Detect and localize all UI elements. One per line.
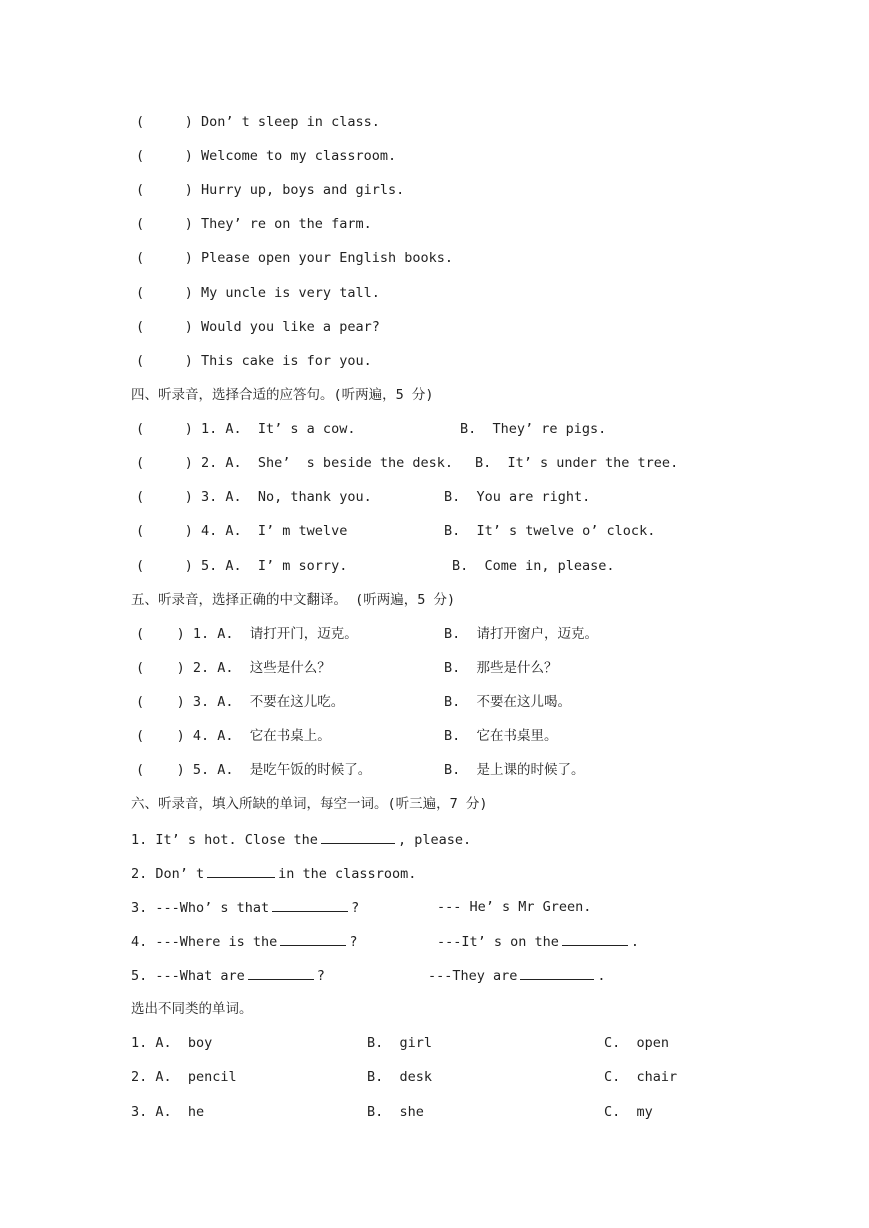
s4-q5-b: B. Come in, please. xyxy=(452,558,615,574)
s7-r3-b: B. she xyxy=(367,1104,424,1120)
s4-q5-a: ( ) 5. A. I’ m sorry. xyxy=(136,558,348,574)
s6-l5-text-b: ? xyxy=(316,968,325,984)
s6-l4-text-c: ---It’ s on the xyxy=(437,934,559,950)
s6-line-3 xyxy=(131,897,359,918)
s7-r2-c: C. chair xyxy=(604,1069,678,1085)
s6-l4-text-b: ? xyxy=(349,934,358,950)
blank-6 xyxy=(248,965,314,980)
s6-l2-text-a: 2. Don’ t xyxy=(131,866,205,882)
s6-line-1 xyxy=(131,829,471,850)
s6-l1-text-b: , please. xyxy=(397,832,472,848)
blank-5 xyxy=(562,931,628,946)
s4-q4-a: ( ) 4. A. I’ m twelve xyxy=(136,523,348,539)
s7-r3-c: C. my xyxy=(604,1104,653,1120)
s6-line-2 xyxy=(131,863,416,884)
s7-r3-a: 3. A. he xyxy=(131,1104,205,1120)
s5-q3-b: B. 不要在这儿喝。 xyxy=(444,694,572,710)
s3-item-7: ( ) Would you like a pear? xyxy=(136,319,380,335)
blank-7 xyxy=(520,965,594,980)
s3-item-3: ( ) Hurry up, boys and girls. xyxy=(136,182,405,198)
section4-heading: 四、听录音，选择合适的应答句。(听两遍，5 分) xyxy=(131,387,434,403)
s3-item-4: ( ) They’ re on the farm. xyxy=(136,216,372,232)
s5-q2-b: B. 那些是什么？ xyxy=(444,660,558,676)
s4-q3-a: ( ) 3. A. No, thank you. xyxy=(136,489,372,505)
s7-r2-b: B. desk xyxy=(367,1069,433,1085)
s5-q5-b: B. 是上课的时候了。 xyxy=(444,762,585,778)
s6-l3-answer: --- He’ s Mr Green. xyxy=(437,899,592,915)
s6-l1-text-a: 1. It’ s hot. Close the xyxy=(131,832,318,848)
s4-q2-a: ( ) 2. A. She’ s beside the desk. xyxy=(136,455,453,471)
s6-l5-text-a: 5. ---What are xyxy=(131,968,245,984)
blank-3 xyxy=(272,897,348,912)
s5-q2-a: ( ) 2. A. 这些是什么？ xyxy=(136,660,331,676)
s6-line-5-answer xyxy=(428,965,606,986)
s6-line-4-answer xyxy=(437,931,639,952)
s4-q1-b: B. They’ re pigs. xyxy=(460,421,607,437)
s6-l2-text-b: in the classroom. xyxy=(278,866,417,882)
s3-item-2: ( ) Welcome to my classroom. xyxy=(136,148,397,164)
s5-q4-a: ( ) 4. A. 它在书桌上。 xyxy=(136,728,331,744)
s4-q1-a: ( ) 1. A. It’ s a cow. xyxy=(136,421,356,437)
s5-q1-a: ( ) 1. A. 请打开门，迈克。 xyxy=(136,626,358,642)
s6-l4-text-a: 4. ---Where is the xyxy=(131,934,278,950)
section6-heading: 六、听录音，填入所缺的单词，每空一词。(听三遍，7 分) xyxy=(131,796,488,812)
s6-l3-text-a: 3. ---Who’ s that xyxy=(131,900,270,916)
s7-r1-b: B. girl xyxy=(367,1035,433,1051)
s5-q4-b: B. 它在书桌里。 xyxy=(444,728,558,744)
s3-item-8: ( ) This cake is for you. xyxy=(136,353,372,369)
s6-l5-text-c: ---They are xyxy=(428,968,518,984)
blank-2 xyxy=(207,863,275,878)
blank-4 xyxy=(280,931,346,946)
s6-l3-text-b: ? xyxy=(351,900,360,916)
section7-heading: 选出不同类的单词。 xyxy=(131,1001,253,1017)
s3-item-1: ( ) Don’ t sleep in class. xyxy=(136,114,380,130)
s3-item-5: ( ) Please open your English books. xyxy=(136,250,453,266)
s5-q1-b: B. 请打开窗户，迈克。 xyxy=(444,626,599,642)
blank-1 xyxy=(321,829,395,844)
s6-l4-text-d: . xyxy=(630,934,640,950)
s7-r2-a: 2. A. pencil xyxy=(131,1069,237,1085)
section5-heading: 五、听录音，选择正确的中文翻译。 (听两遍，5 分) xyxy=(131,592,456,608)
s6-line-5 xyxy=(131,965,325,986)
s3-item-6: ( ) My uncle is very tall. xyxy=(136,285,380,301)
s7-r1-c: C. open xyxy=(604,1035,670,1051)
s4-q2-b: B. It’ s under the tree. xyxy=(475,455,679,471)
s5-q3-a: ( ) 3. A. 不要在这儿吃。 xyxy=(136,694,345,710)
s6-l5-text-d: . xyxy=(597,968,606,984)
s6-line-4 xyxy=(131,931,357,952)
s5-q5-a: ( ) 5. A. 是吃午饭的时候了。 xyxy=(136,762,372,778)
s7-r1-a: 1. A. boy xyxy=(131,1035,213,1051)
s4-q3-b: B. You are right. xyxy=(444,489,591,505)
s4-q4-b: B. It’ s twelve o’ clock. xyxy=(444,523,656,539)
